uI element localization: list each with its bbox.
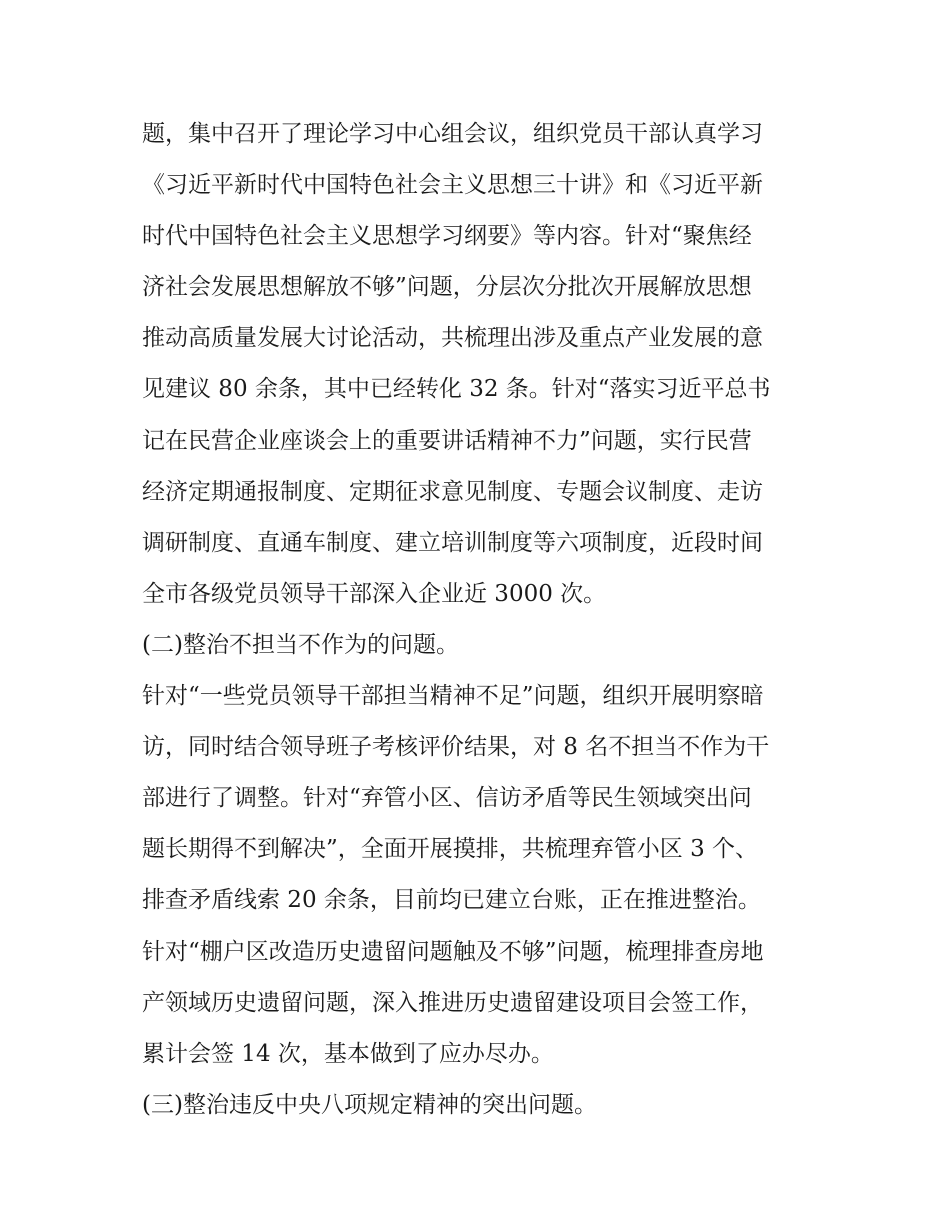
text-line: 济社会发展思想解放不够”问题，分层次分批次开展解放思想 <box>142 274 752 301</box>
text-line: 针对“棚户区改造历史遗留问题触及不够”问题，梳理排查房地 <box>142 938 764 965</box>
text-line: 时代中国特色社会主义思想学习纲要》等内容。针对“聚焦经 <box>142 223 752 250</box>
text-line: 题长期得不到解决”，全面开展摸排，共梳理弃管小区 3 个、 <box>142 836 759 863</box>
text-line: 记在民营企业座谈会上的重要讲话精神不力”问题，实行民营 <box>142 427 752 454</box>
text-line: 部进行了调整。针对“弃管小区、信访矛盾等民生领域突出问 <box>142 785 752 812</box>
text-line: 见建议 80 余条，其中已经转化 32 条。针对“落实习近平总书 <box>142 376 771 403</box>
text-line: 累计会签 14 次，基本做到了应办尽办。 <box>142 1040 554 1067</box>
text-line: 题，集中召开了理论学习中心组会议，组织党员干部认真学习 <box>142 121 763 147</box>
section-heading-3: (三)整治违反中央八项规定精神的突出问题。 <box>142 1091 597 1118</box>
text-line: 调研制度、直通车制度、建立培训制度等六项制度，近段时间 <box>142 529 763 556</box>
text-line: 访，同时结合领导班子考核评价结果，对 8 名不担当不作为干 <box>142 734 770 761</box>
document-body <box>142 109 822 1131</box>
text-line: 经济定期通报制度、定期征求意见制度、专题会议制度、走访 <box>142 478 763 505</box>
text-line: 推动高质量发展大讨论活动，共梳理出涉及重点产业发展的意 <box>142 325 763 352</box>
text-line: 全市各级党员领导干部深入企业近 3000 次。 <box>142 580 607 607</box>
text-line: 针对“一些党员领导干部担当精神不足”问题，组织开展明察暗 <box>142 683 764 710</box>
text-line: 《习近平新时代中国特色社会主义思想三十讲》和《习近平新 <box>142 172 763 199</box>
text-line: 产领域历史遗留问题，深入推进历史遗留建设项目会签工作， <box>142 989 763 1016</box>
section-heading-2: (二)整治不担当不作为的问题。 <box>142 631 459 658</box>
text-line: 排查矛盾线索 20 余条，目前均已建立台账，正在推进整治。 <box>142 887 761 914</box>
